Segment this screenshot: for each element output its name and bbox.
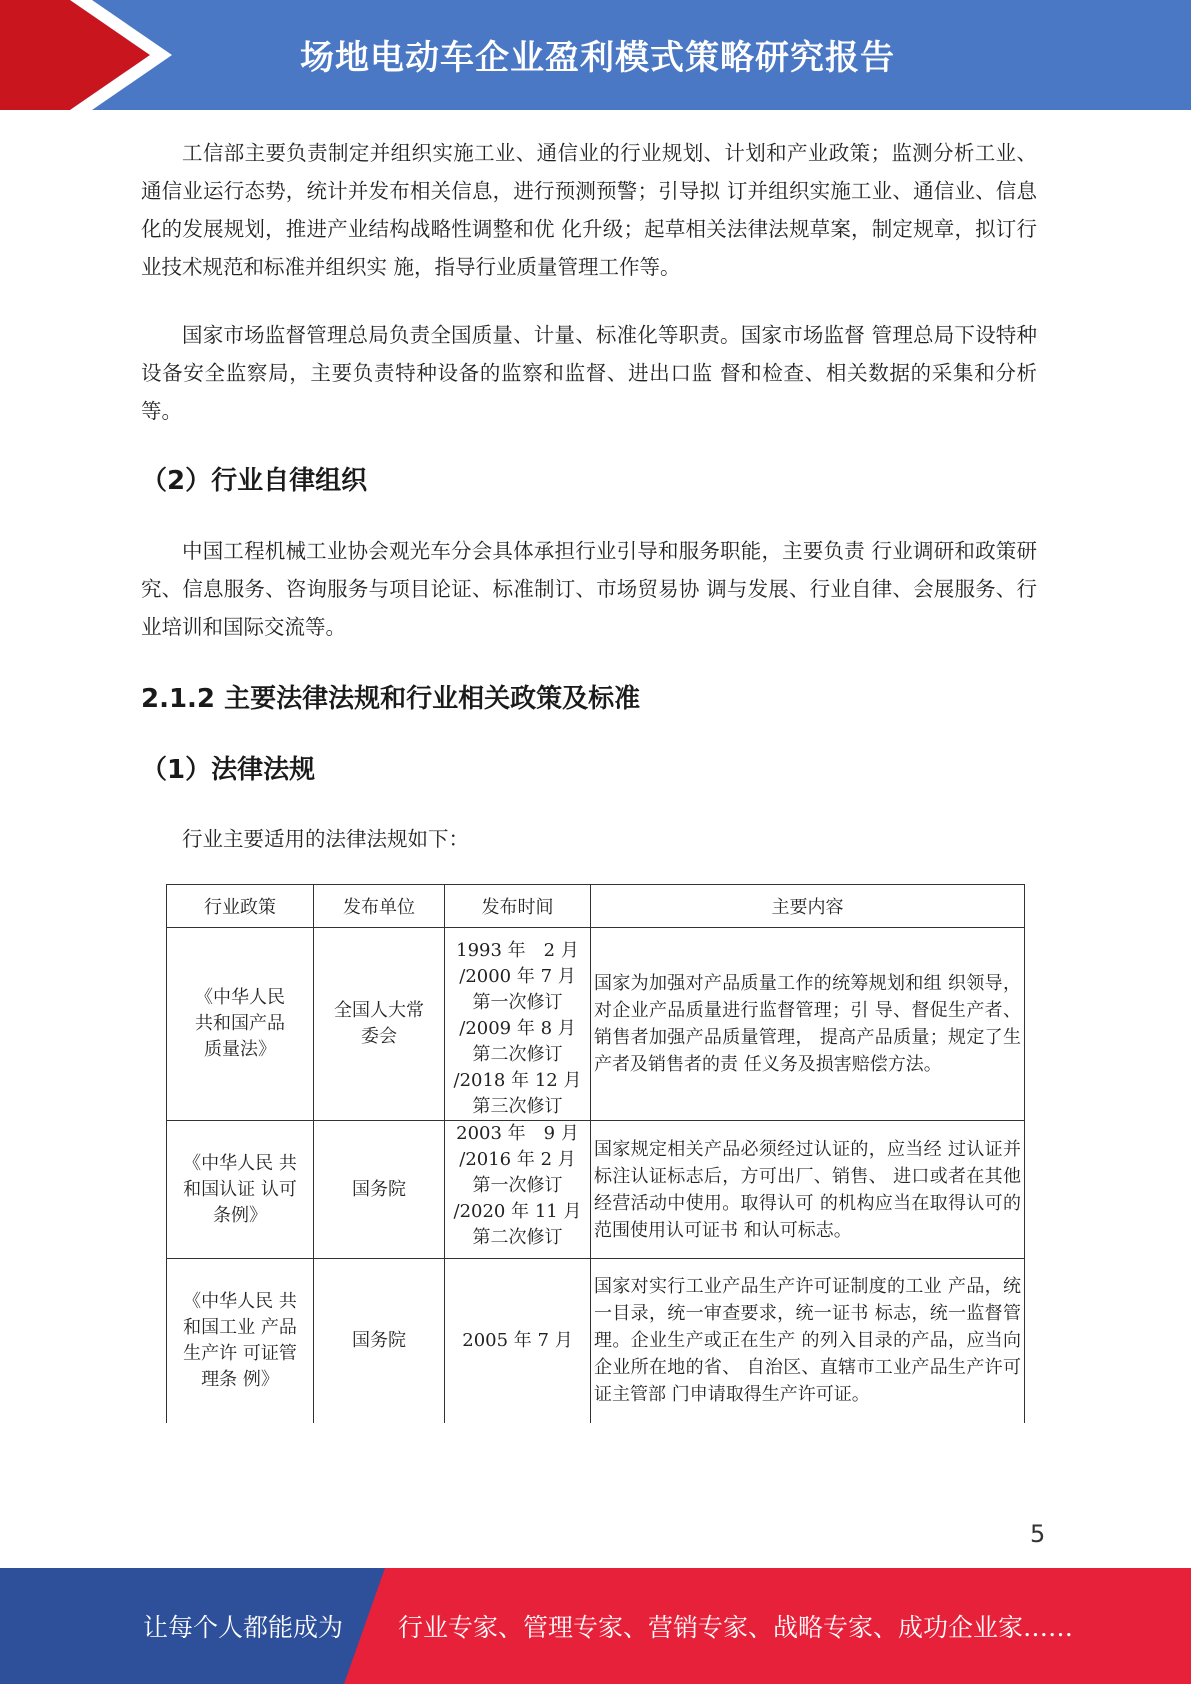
cell-policy: 《中华人民 共 和国工业 产品 生产许 可证管 理条 例》 bbox=[167, 1259, 314, 1423]
col-header-date: 发布时间 bbox=[445, 885, 591, 928]
paragraph-table-intro: 行业主要适用的法律法规如下： bbox=[182, 827, 469, 851]
table-header-row bbox=[167, 885, 1025, 928]
cell-date: 1993 年 2 月 /2000 年 7 月 第一次修订 /2009 年 8 月 第二次修订 /2018 年 12 月 第三次修订 bbox=[445, 928, 591, 1121]
table-row bbox=[167, 928, 1025, 1121]
table-row bbox=[167, 1259, 1025, 1423]
heading-laws-regulations: （1）法律法规 bbox=[141, 755, 316, 785]
cell-content: 国家对实行工业产品生产许可证制度的工业 产品，统一目录，统一审查要求，统一证书 标志，统一监督管理。企业生产或正在生产 的列入目录的产品，应当向企业所在地的省、 自治区、直辖市工业产品生产许可证主管部 门申请取得生产许可证。 bbox=[591, 1259, 1025, 1423]
footer-slogan-right: 行业专家、管理专家、营销专家、战略专家、成功企业家…… bbox=[398, 1613, 1074, 1642]
cell-policy: 《中华人民 共 和国认证 认可 条例》 bbox=[167, 1121, 314, 1259]
paragraph-miit-duties: 工信部主要负责制定并组织实施工业、通信业的行业规划、计划和产业政策；监测分析工业、通信业运行态势，统计并发布相关信息，进行预测预警；引导拟 订并组织实施工业、通信业、信息化的发展规划，推进产业结构战略性调整和优 化升级；起草相关法律法规草案，制定规章，拟订行业技术规范和标准并组织实 施，指导行业质量管理工作等。 bbox=[141, 141, 1037, 279]
cell-issuer: 国务院 bbox=[314, 1121, 445, 1259]
cell-content: 国家规定相关产品必须经过认证的，应当经 过认证并标注认证标志后，方可出厂、销售、 进口或者在其他经营活动中使用。取得认可 的机构应当在取得认可的范围使用认可证书 和认可标志。 bbox=[591, 1121, 1025, 1259]
report-title: 场地电动车企业盈利模式策略研究报告 bbox=[300, 38, 895, 78]
cell-policy: 《中华人民 共和国产品 质量法》 bbox=[167, 928, 314, 1121]
cell-content: 国家为加强对产品质量工作的统筹规划和组 织领导，对企业产品质量进行监督管理；引 导、督促生产者、销售者加强产品质量管理， 提高产品质量；规定了生产者及销售者的责 任义务及损害赔偿方法。 bbox=[591, 928, 1025, 1121]
paragraph-samr-duties: 国家市场监督管理总局负责全国质量、计量、标准化等职责。国家市场监督 管理总局下设特种设备安全监察局，主要负责特种设备的监察和监督、进出口监 督和检查、相关数据的采集和分析等。 bbox=[141, 323, 1037, 423]
footer-slogan-left: 让每个人都能成为 bbox=[143, 1613, 344, 1642]
cell-date: 2003 年 9 月 /2016 年 2 月 第一次修订 /2020 年 11 月 第二次修订 bbox=[445, 1121, 591, 1259]
page-header bbox=[0, 0, 1191, 110]
col-header-content: 主要内容 bbox=[591, 885, 1025, 928]
page-number: 5 bbox=[1030, 1520, 1046, 1548]
heading-section-2-1-2: 2.1.2 主要法律法规和行业相关政策及标准 bbox=[141, 684, 641, 714]
cell-issuer: 国务院 bbox=[314, 1259, 445, 1423]
heading-self-discipline-org: （2）行业自律组织 bbox=[141, 466, 368, 496]
page-footer bbox=[0, 1568, 1191, 1684]
paragraph-association-duties: 中国工程机械工业协会观光车分会具体承担行业引导和服务职能，主要负责 行业调研和政策研究、信息服务、咨询服务与项目论证、标准制订、市场贸易协 调与发展、行业自律、会展服务、行业培训和国际交流等。 bbox=[141, 539, 1037, 639]
col-header-policy: 行业政策 bbox=[167, 885, 314, 928]
table-row bbox=[167, 1121, 1025, 1259]
cell-date: 2005 年 7 月 bbox=[445, 1259, 591, 1423]
col-header-issuer: 发布单位 bbox=[314, 885, 445, 928]
cell-issuer: 全国人大常 委会 bbox=[314, 928, 445, 1121]
laws-table bbox=[166, 884, 1025, 1423]
